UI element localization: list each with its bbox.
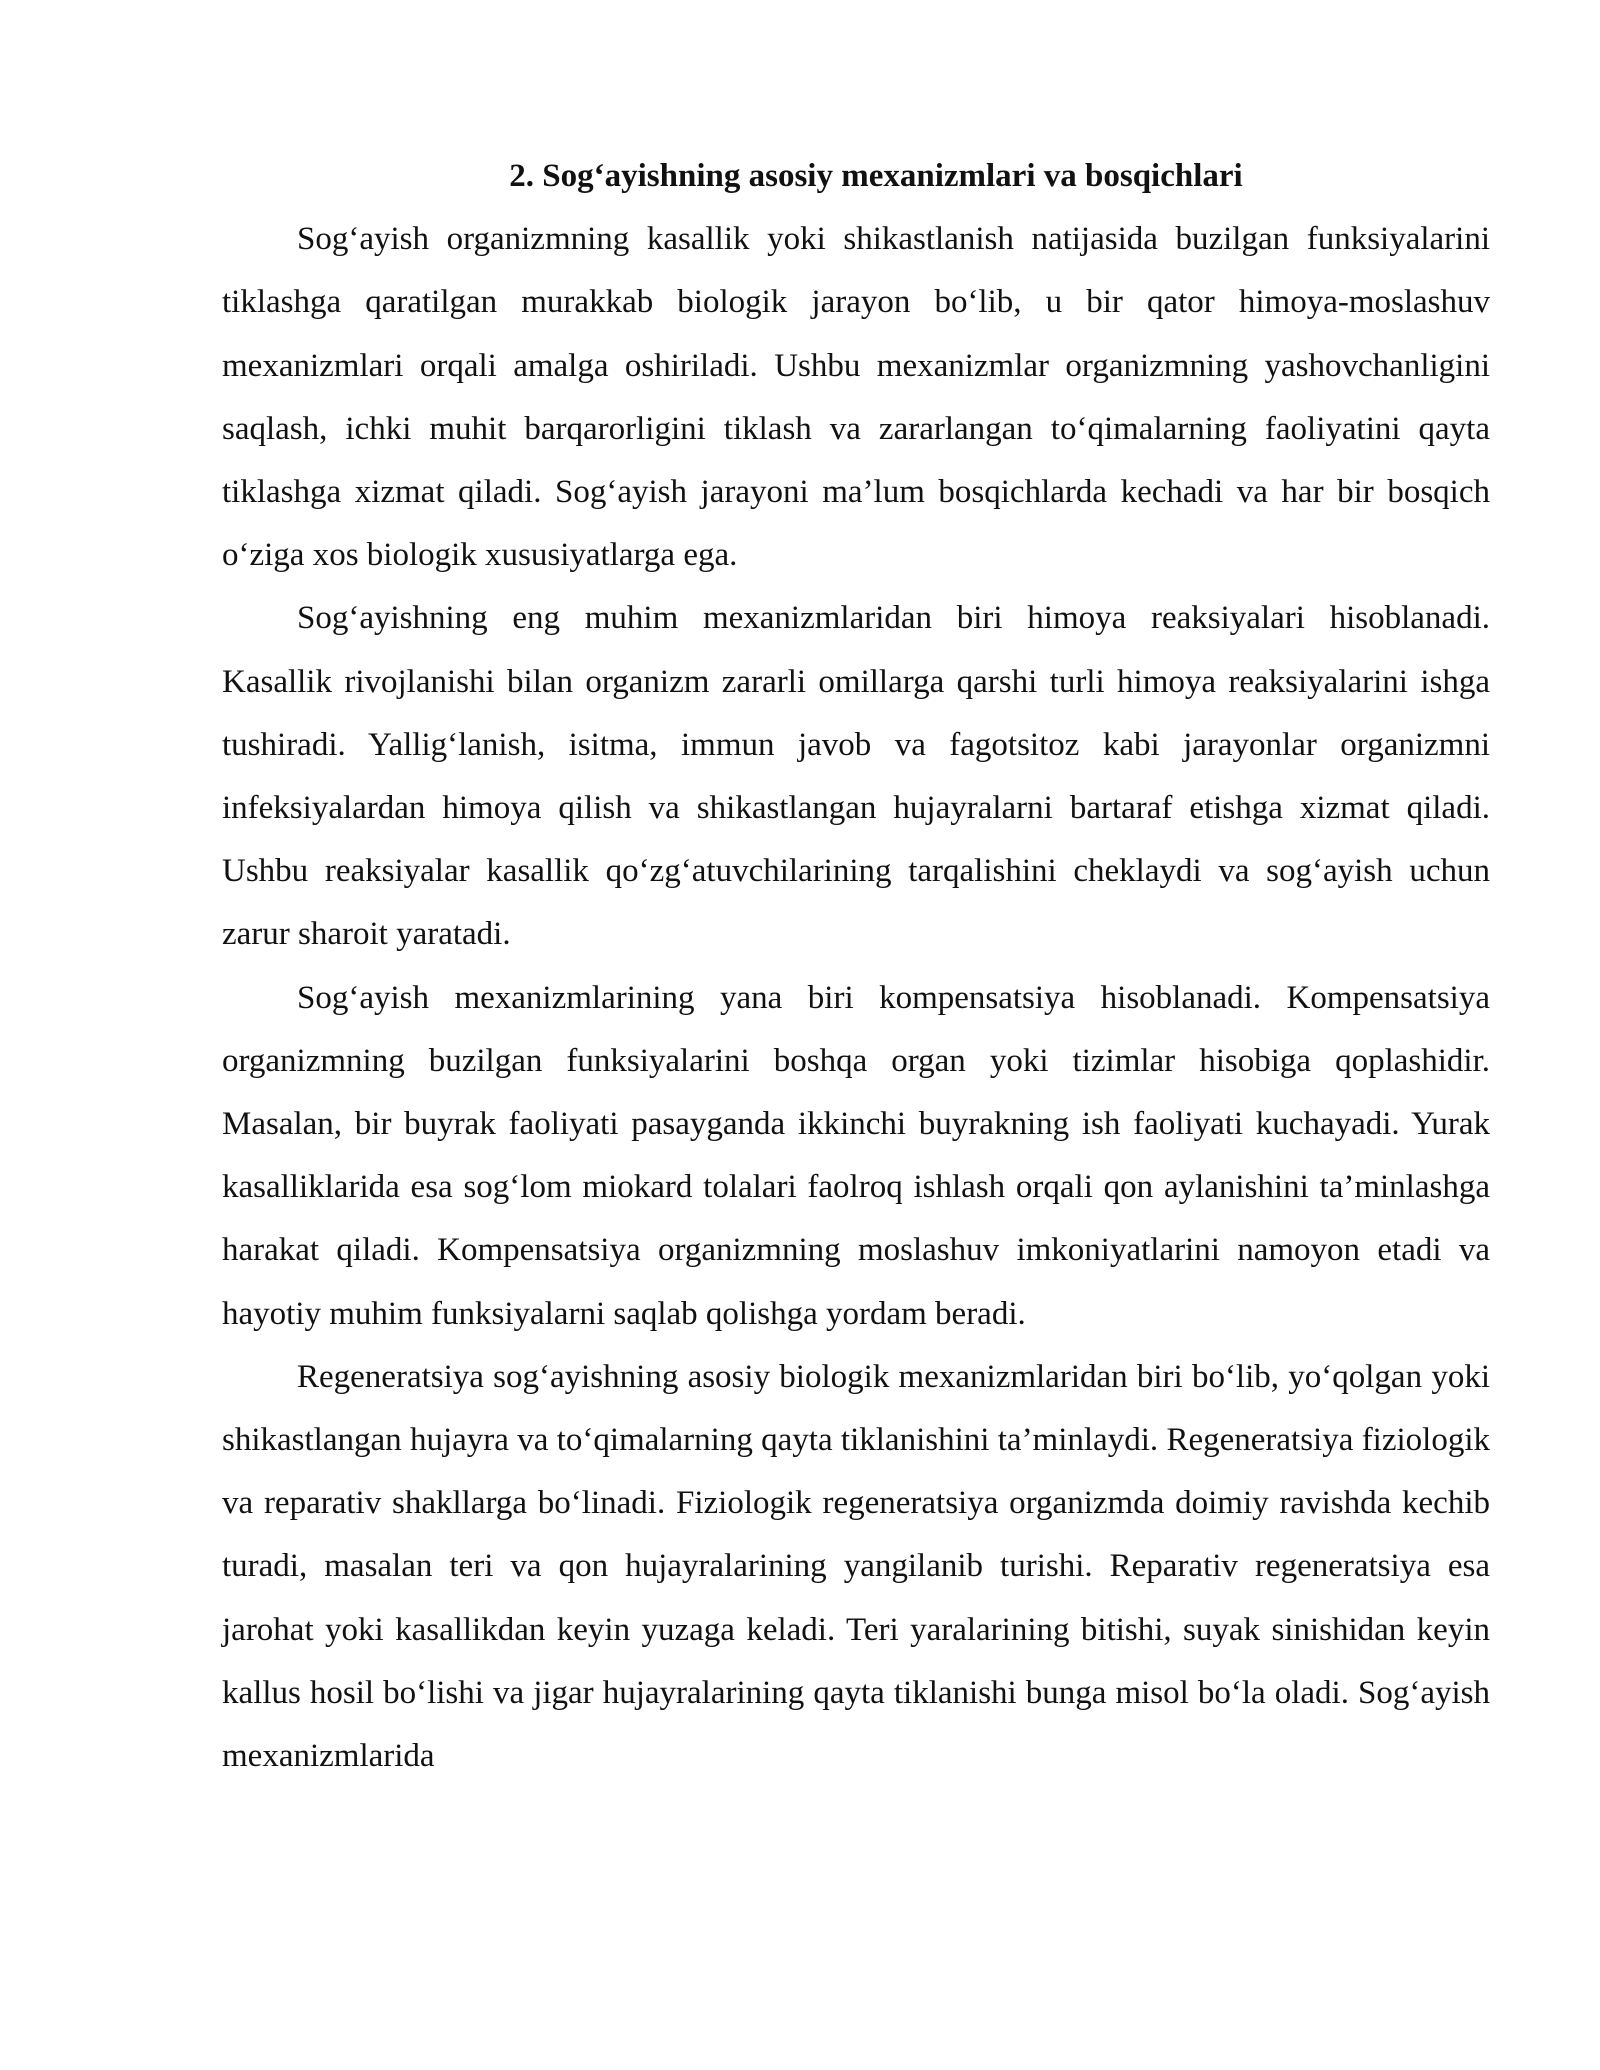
- document-page: [222, 145, 1490, 1788]
- paragraph-compensation: Sog‘ayish mexanizmlarining yana biri kompensatsiya hisoblanadi. Kompensatsiya organizmning buzilgan funksiyalarini boshqa organ yoki tizimlar hisobiga qoplashidir. Masalan, bir buyrak faoliyati pasayganda ikkinchi buyrakning ish faoliyati kuchayadi. Yurak kasalliklarida esa sog‘lom miokard tolalari faolroq ishlash orqali qon aylanishini ta’minlashga harakat qiladi. Kompensatsiya organizmning moslashuv imkoniyatlarini namoyon etadi va hayotiy muhim funksiyalarni saqlab qolishga yordam beradi.: [222, 979, 1490, 1332]
- paragraph-protective-reactions: Sog‘ayishning eng muhim mexanizmlaridan biri himoya reaksiyalari hisoblanadi. Kasallik rivojlanishi bilan organizm zararli omillarga qarshi turli himoya reaksiyalarini ishga tushiradi. Yallig‘lanish, isitma, immun javob va fagotsitoz kabi jarayonlar organizmni infeksiyalardan himoya qilish va shikastlangan hujayralarni bartaraf etishga xizmat qiladi. Ushbu reaksiyalar kasallik qo‘zg‘atuvchilarining tarqalishini cheklaydi va sog‘ayish uchun zarur sharoit yaratadi.: [222, 600, 1490, 953]
- section-heading: 2. Sog‘ayishning asosiy mexanizmlari va bosqichlari: [509, 158, 1243, 194]
- paragraph-regeneration: Regeneratsiya sog‘ayishning asosiy biologik mexanizmlaridan biri bo‘lib, yo‘qolgan yoki shikastlangan hujayra va to‘qimalarning qayta tiklanishini ta’minlaydi. Regeneratsiya fiziologik va reparativ shakllarga bo‘linadi. Fiziologik regeneratsiya organizmda doimiy ravishda kechib turadi, masalan teri va qon hujayralarining yangilanib turishi. Reparativ regeneratsiya esa jarohat yoki kasallikdan keyin yuzaga keladi. Teri yaralarining bitishi, suyak sinishidan keyin kallus hosil bo‘lishi va jigar hujayralarining qayta tiklanishi bunga misol bo‘la oladi. Sog‘ayish mexanizmlarida: [222, 1358, 1490, 1775]
- paragraph-defense-intro: Sog‘ayish organizmning kasallik yoki shikastlanish natijasida buzilgan funksiyalarini tiklashga qaratilgan murakkab biologik jarayon bo‘lib, u bir qator himoya-moslashuv mexanizmlari orqali amalga oshiriladi. Ushbu mexanizmlar organizmning yashovchanligini saqlash, ichki muhit barqarorligini tiklash va zararlangan to‘qimalarning faoliyatini qayta tiklashga xizmat qiladi. Sog‘ayish jarayoni ma’lum bosqichlarda kechadi va har bir bosqich o‘ziga xos biologik xususiyatlarga ega.: [222, 221, 1490, 574]
